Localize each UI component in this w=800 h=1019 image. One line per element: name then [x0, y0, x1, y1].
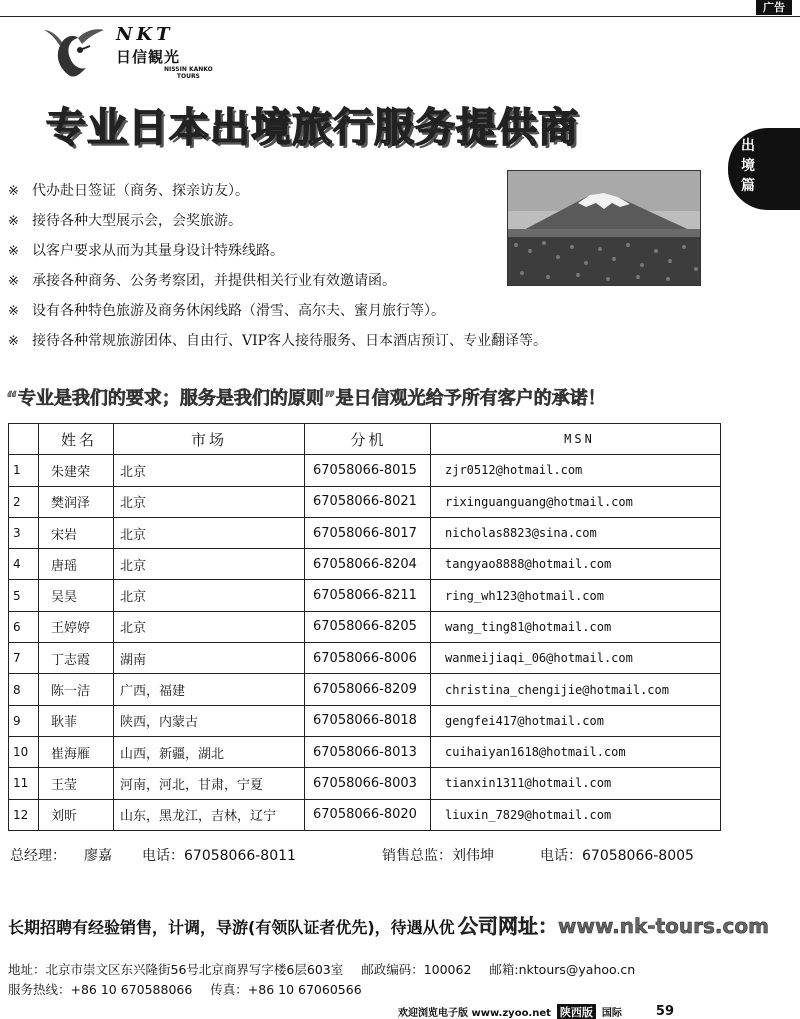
- section-tab-label: 出境篇: [741, 138, 755, 194]
- staff-name: 朱建荣: [39, 455, 114, 486]
- staff-msn: wang_ting81@hotmail.com: [431, 611, 721, 642]
- bullet-mark: ※: [8, 274, 19, 289]
- bullet-mark: ※: [8, 334, 19, 349]
- staff-msn: christina_chengijie@hotmail.com: [431, 674, 721, 705]
- table-row: [9, 611, 721, 642]
- staff-extension: 67058066-8015: [305, 455, 431, 486]
- top-rule: [0, 16, 800, 17]
- table-row: [9, 799, 721, 830]
- staff-msn: cuihaiyan1618@hotmail.com: [431, 736, 721, 767]
- staff-extension: 67058066-8021: [305, 486, 431, 517]
- service-text: 以客户要求从而为其量身设计特殊线路。: [32, 243, 284, 259]
- edition-badge: 陕西版: [557, 1004, 596, 1019]
- logo-english: NKT: [116, 24, 174, 45]
- hotline-line: [8, 980, 376, 998]
- row-number: 12: [9, 799, 39, 830]
- staff-market: 山西，新疆，湖北: [114, 736, 305, 767]
- staff-name: 丁志霞: [39, 643, 114, 674]
- row-number: 7: [9, 643, 39, 674]
- staff-name: 刘昕: [39, 799, 114, 830]
- gm-label: 总经理：: [10, 848, 66, 864]
- staff-market: 北京: [114, 580, 305, 611]
- table-row: [9, 674, 721, 705]
- staff-msn: gengfei417@hotmail.com: [431, 705, 721, 736]
- row-number: 6: [9, 611, 39, 642]
- staff-name: 崔海雁: [39, 736, 114, 767]
- page-number: 59: [655, 1004, 675, 1019]
- company-logo: [40, 24, 240, 84]
- staff-market: 陕西，内蒙古: [114, 705, 305, 736]
- row-number: 10: [9, 736, 39, 767]
- staff-market: 广西，福建: [114, 674, 305, 705]
- logo-chinese: 日信観光: [116, 48, 181, 66]
- row-number: 9: [9, 705, 39, 736]
- staff-extension: 67058066-8006: [305, 643, 431, 674]
- row-number: 11: [9, 768, 39, 799]
- ad-badge: 广告: [756, 0, 792, 15]
- staff-msn: nicholas8823@sina.com: [431, 517, 721, 548]
- bullet-mark: ※: [8, 214, 19, 229]
- service-text: 接待各种大型展示会，会奖旅游。: [32, 213, 242, 229]
- staff-table: [8, 423, 721, 831]
- staff-msn: ring_wh123@hotmail.com: [431, 580, 721, 611]
- staff-msn: wanmeijiaqi_06@hotmail.com: [431, 643, 721, 674]
- recruitment-notice: 长期招聘有经验销售，计调，导游(有领队证者优先)，待遇从优: [8, 918, 455, 937]
- logo-subtitle-line1: NISSIN KANKO: [164, 66, 213, 73]
- staff-extension: 67058066-8209: [305, 674, 431, 705]
- row-number: 5: [9, 580, 39, 611]
- sales-phone: 电话：67058066-8005: [540, 848, 694, 864]
- email: 邮箱:nktours@yahoo.cn: [489, 962, 636, 977]
- bullet-mark: ※: [8, 244, 19, 259]
- staff-name: 樊润泽: [39, 486, 114, 517]
- service-hotline: 服务热线：+86 10 670588066: [8, 982, 193, 997]
- mount-fuji-illustration: [508, 171, 701, 286]
- service-text: 承接各种商务、公务考察团，并提供相关行业有效邀请函。: [32, 273, 396, 289]
- staff-name: 唐瑶: [39, 549, 114, 580]
- staff-name: 王婷婷: [39, 611, 114, 642]
- service-item: [8, 326, 708, 356]
- staff-market: 北京: [114, 549, 305, 580]
- office-address: 地址：北京市崇文区东兴隆街56号北京商界写字楼6层603室: [8, 962, 344, 977]
- staff-msn: zjr0512@hotmail.com: [431, 455, 721, 486]
- staff-msn: tangyao8888@hotmail.com: [431, 549, 721, 580]
- table-row: [9, 455, 721, 486]
- service-text: 设有各种特色旅游及商务休闲线路（滑雪、高尔夫、蜜月旅行等）。: [32, 303, 445, 319]
- table-row: [9, 517, 721, 548]
- footer-text: 欢迎浏览电子版 www.zyoo.net: [398, 1008, 551, 1019]
- column-header-msn: MSN: [431, 424, 721, 455]
- table-row: [9, 486, 721, 517]
- table-header-row: [9, 424, 721, 455]
- staff-market: 北京: [114, 455, 305, 486]
- company-website: 公司网址：www.nk-tours.com: [458, 914, 769, 938]
- table-row: [9, 768, 721, 799]
- page-headline: 专业日本出境旅行服务提供商: [46, 105, 579, 151]
- service-text: 代办赴日签证（商务、探亲访友）。: [32, 183, 249, 199]
- staff-name: 王莹: [39, 768, 114, 799]
- staff-extension: 67058066-8018: [305, 705, 431, 736]
- postcode: 邮政编码：100062: [361, 962, 472, 977]
- staff-extension: 67058066-8205: [305, 611, 431, 642]
- bullet-mark: ※: [8, 304, 19, 319]
- service-item: [8, 296, 708, 326]
- row-number: 8: [9, 674, 39, 705]
- staff-name: 陈一洁: [39, 674, 114, 705]
- staff-extension: 67058066-8204: [305, 549, 431, 580]
- sales-director: 销售总监：刘伟坤: [382, 848, 494, 864]
- staff-market: 河南，河北，甘肃，宁夏: [114, 768, 305, 799]
- bullet-mark: ※: [8, 184, 19, 199]
- row-number: 3: [9, 517, 39, 548]
- column-header-extension: 分机: [305, 424, 431, 455]
- table-row: [9, 705, 721, 736]
- staff-market: 北京: [114, 517, 305, 548]
- table-row: [9, 549, 721, 580]
- staff-extension: 67058066-8013: [305, 736, 431, 767]
- staff-market: 北京: [114, 486, 305, 517]
- staff-extension: 67058066-8017: [305, 517, 431, 548]
- staff-extension: 67058066-8211: [305, 580, 431, 611]
- staff-msn: rixinguanguang@hotmail.com: [431, 486, 721, 517]
- table-row: [9, 643, 721, 674]
- staff-name: 耿菲: [39, 705, 114, 736]
- staff-extension: 67058066-8020: [305, 799, 431, 830]
- row-number: 1: [9, 455, 39, 486]
- staff-market: 湖南: [114, 643, 305, 674]
- row-number: 2: [9, 486, 39, 517]
- service-text: 接待各种常规旅游团体、自由行、VIP客人接待服务、日本酒店预订、专业翻译等。: [32, 333, 548, 349]
- table-row: [9, 736, 721, 767]
- column-header-name: 姓名: [39, 424, 114, 455]
- footer-section: 国际: [601, 1008, 622, 1019]
- logo-subtitle: [164, 66, 213, 80]
- crane-logo-icon: [40, 24, 110, 82]
- staff-market: 山东，黑龙江，吉林，辽宁: [114, 799, 305, 830]
- staff-name: 吴昊: [39, 580, 114, 611]
- row-number: 4: [9, 549, 39, 580]
- staff-extension: 67058066-8003: [305, 768, 431, 799]
- gm-phone: 电话：67058066-8011: [142, 848, 296, 864]
- fax: 传真：+86 10 67060566: [210, 982, 362, 997]
- address-line: [8, 960, 649, 978]
- staff-msn: liuxin_7829@hotmail.com: [431, 799, 721, 830]
- staff-market: 北京: [114, 611, 305, 642]
- page-footer: [398, 1004, 674, 1019]
- gm-name: 廖嘉: [84, 848, 112, 864]
- slogan: “专业是我们的要求；服务是我们的原则”是日信观光给予所有客户的承诺！: [6, 388, 606, 409]
- staff-msn: tianxin1311@hotmail.com: [431, 768, 721, 799]
- logo-subtitle-line2: TOURS: [176, 73, 200, 80]
- mount-fuji-photo: [507, 170, 701, 286]
- column-header-market: 市场: [114, 424, 305, 455]
- staff-name: 宋岩: [39, 517, 114, 548]
- column-header: [9, 424, 39, 455]
- section-tab: [728, 128, 800, 210]
- table-row: [9, 580, 721, 611]
